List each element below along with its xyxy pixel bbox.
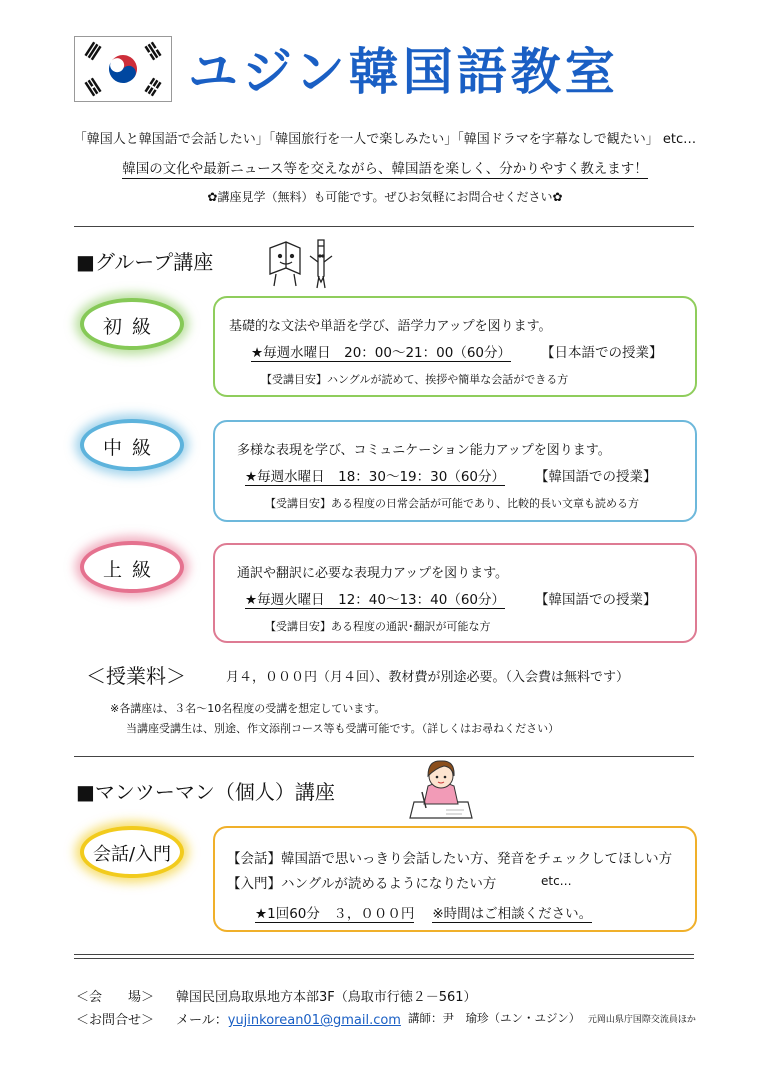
divider <box>74 756 694 757</box>
venue-label: ＜会 場＞ <box>76 990 155 1005</box>
teacher-note: 元岡山県庁国際交流員ほか <box>587 1015 696 1025</box>
private-price-note: ※時間はご相談ください。 <box>432 906 593 922</box>
contact-mail-row <box>176 1009 401 1028</box>
contact-label: ＜お問合せ＞ <box>76 1013 155 1028</box>
intermediate-schedule <box>245 465 505 485</box>
note-extra-course: 当講座受講生は、別途、作文添削コース等も受講可能です。（詳しくはお尋ねください） <box>126 722 560 735</box>
fee-label: ＜授業料＞ <box>86 664 186 688</box>
badge-intermediate: 中級 <box>80 419 184 471</box>
beginner-schedule-text: ★毎週水曜日 20：00～21：00（60分） <box>251 345 511 361</box>
student-girl-illustration <box>406 756 476 822</box>
double-divider <box>74 954 694 959</box>
venue-text: 韓国民団鳥取県地方本部3F（鳥取市行徳２－561） <box>176 990 477 1005</box>
advanced-schedule <box>245 588 505 608</box>
beginner-guide: 【受講目安】ハングルが読めて、挨拶や簡単な会話ができる方 <box>261 373 569 386</box>
mail-link[interactable]: yujinkorean01@gmail.com <box>227 1013 401 1028</box>
private-intro-line: 【入門】ハングルが読めるようになりたい方 <box>227 876 497 892</box>
advanced-box <box>213 543 697 643</box>
intermediate-box <box>213 420 697 522</box>
group-section-title: ■グループ講座 <box>76 250 214 274</box>
badge-advanced: 上級 <box>80 541 184 593</box>
private-etc: etc… <box>541 874 572 888</box>
intro-main <box>60 157 710 177</box>
intermediate-guide: 【受講目安】ある程度の日常会話が可能であり、比較的長い文章も読める方 <box>265 497 639 510</box>
korea-flag-icon <box>74 36 172 102</box>
private-section-title: ■マンツーマン（個人）講座 <box>76 780 335 804</box>
private-box <box>213 826 697 932</box>
teacher-row <box>408 1010 696 1026</box>
advanced-guide: 【受講目安】ある程度の通訳･翻訳が可能な方 <box>265 620 491 633</box>
advanced-desc: 通訳や翻訳に必要な表現力アップを図ります。 <box>237 566 509 581</box>
beginner-desc: 基礎的な文法や単語を学び、語学力アップを図ります。 <box>229 319 552 334</box>
intro-main-text: 韓国の文化や最新ニュース等を交えながら、韓国語を楽しく、分かりやすく教えます！ <box>122 161 648 177</box>
intermediate-schedule-text: ★毎週水曜日 18：30～19：30（60分） <box>245 469 505 485</box>
private-price <box>255 902 592 922</box>
beginner-language: 【日本語での授業】 <box>541 345 663 361</box>
fee-text: 月４，０００円（月４回）、教材費が別途必要。（入会費は無料です） <box>226 670 630 685</box>
private-conversation-line: 【会話】韓国語で思いっきり会話したい方、発音をチェックしてほしい方 <box>227 851 673 867</box>
mail-label: メール： <box>176 1013 228 1028</box>
note-capacity: ※各講座は、３名～10名程度の受講を想定しています。 <box>110 702 386 715</box>
page-title: ユジン韓国語教室 <box>188 43 619 101</box>
teacher-name: 講師：尹 瑜珍（ユン・ユジン） <box>408 1011 581 1025</box>
badge-beginner: 初級 <box>80 298 184 350</box>
advanced-schedule-text: ★毎週火曜日 12：40～13：40（60分） <box>245 592 505 608</box>
advanced-language: 【韓国語での授業】 <box>535 592 657 608</box>
badge-conversation-intro: 会話/入門 <box>80 826 184 878</box>
beginner-schedule <box>251 341 511 361</box>
intro-quotes: 「韓国人と韓国語で会話したい」「韓国旅行を一人で楽しみたい」「韓国ドラマを字幕なしで観たい」 etc… <box>73 132 697 147</box>
intro-trial: ✿講座見学（無料）も可能です。ぜひお気軽にお問合せください✿ <box>207 190 563 204</box>
divider <box>74 226 694 227</box>
book-pencil-mascot-icon <box>262 236 342 292</box>
intermediate-desc: 多様な表現を学び、コミュニケーション能力アップを図ります。 <box>237 443 611 458</box>
beginner-box <box>213 296 697 397</box>
intermediate-language: 【韓国語での授業】 <box>535 469 657 485</box>
private-price-text: ★1回60分 ３，０００円 <box>255 906 415 922</box>
